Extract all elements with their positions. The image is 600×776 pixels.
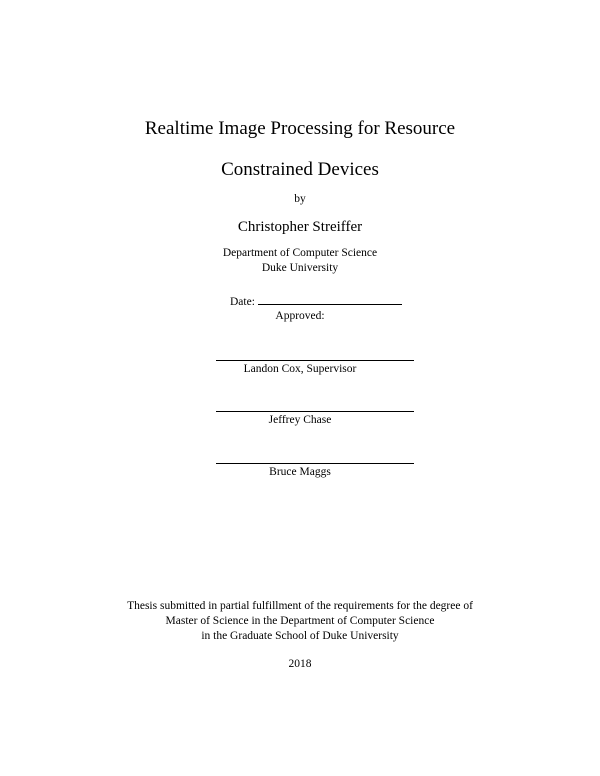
signatory-committee-1: Jeffrey Chase [268,414,332,426]
signature-line-supervisor [216,360,414,361]
signature-line-committee-1 [216,411,414,412]
year: 2018 [288,658,312,670]
thesis-title-line-2: Constrained Devices [221,159,379,180]
submission-statement-line-3: in the Graduate School of Duke University [201,630,399,642]
thesis-title-line-1: Realtime Image Processing for Resource [144,118,456,139]
submission-statement-line-2: Master of Science in the Department of Computer Science [165,615,435,627]
approved-label: Approved: [275,310,325,322]
signatory-committee-2: Bruce Maggs [269,466,331,478]
signatory-supervisor: Landon Cox, Supervisor [243,363,357,375]
by-label: by [294,193,306,205]
date-signature-line [258,304,402,305]
signature-line-committee-2 [216,463,414,464]
university: Duke University [261,262,339,274]
department: Department of Computer Science [222,247,378,259]
date-label: Date: [230,296,255,308]
author-name: Christopher Streiffer [237,219,363,235]
submission-statement-line-1: Thesis submitted in partial fulfillment of the requirements for the degree of [127,600,473,612]
